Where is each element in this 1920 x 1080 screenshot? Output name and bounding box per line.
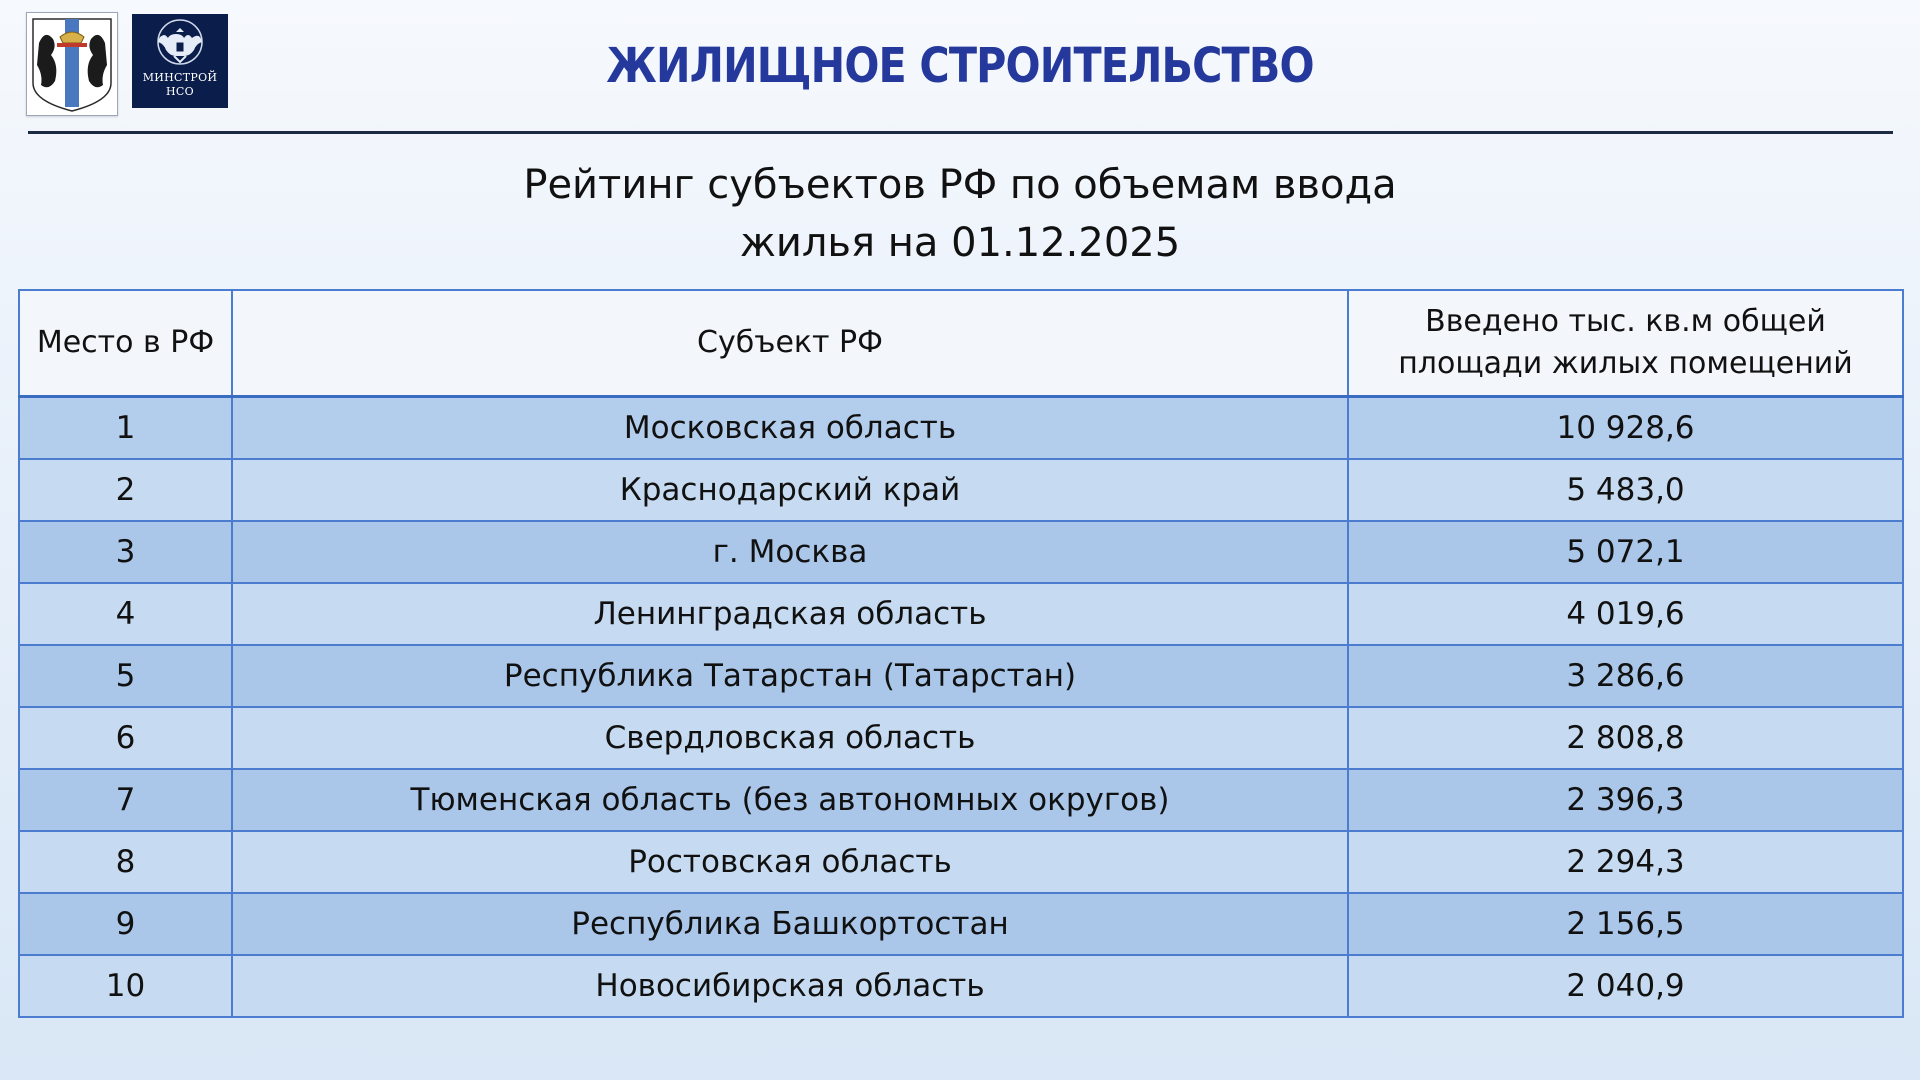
column-header-subject: Субъект РФ [232,290,1348,397]
table-row [19,397,1903,460]
table-title-line2: жилья на 01.12.2025 [739,220,1181,266]
row-subject: Ростовская область [232,831,1348,893]
rating-table [18,289,1904,1018]
table-row [19,645,1903,707]
table-row [19,459,1903,521]
row-place: 2 [19,459,232,521]
row-value: 10 928,6 [1348,397,1903,460]
row-subject: Краснодарский край [232,459,1348,521]
header-divider [28,131,1893,134]
table-row [19,955,1903,1017]
table-row [19,707,1903,769]
column-header-value: Введено тыс. кв.м общей площади жилых помещений [1348,290,1903,397]
row-subject: Республика Башкортостан [232,893,1348,955]
row-place: 1 [19,397,232,460]
row-value: 5 072,1 [1348,521,1903,583]
table-title-line1: Рейтинг субъектов РФ по объемам ввода [523,162,1397,208]
row-place: 9 [19,893,232,955]
row-value: 3 286,6 [1348,645,1903,707]
row-place: 5 [19,645,232,707]
table-row [19,769,1903,831]
column-header-place: Место в РФ [19,290,232,397]
row-place: 6 [19,707,232,769]
row-place: 7 [19,769,232,831]
row-place: 8 [19,831,232,893]
header [0,0,1920,140]
row-value: 2 808,8 [1348,707,1903,769]
row-subject: Свердловская область [232,707,1348,769]
row-subject: Ленинградская область [232,583,1348,645]
row-value: 2 294,3 [1348,831,1903,893]
table-header-row [19,290,1903,397]
ministry-logo-text-line2: НСО [166,85,194,98]
novosibirsk-coat-of-arms-icon [26,12,118,116]
table-row [19,831,1903,893]
ministry-logo-text-line1: МИНСТРОЙ [142,71,218,84]
row-value: 2 396,3 [1348,769,1903,831]
row-place: 10 [19,955,232,1017]
row-value: 5 483,0 [1348,459,1903,521]
table-row [19,521,1903,583]
row-subject: Новосибирская область [232,955,1348,1017]
row-value: 2 040,9 [1348,955,1903,1017]
row-subject: Республика Татарстан (Татарстан) [232,645,1348,707]
row-subject: Московская область [232,397,1348,460]
row-place: 3 [19,521,232,583]
table-row [19,893,1903,955]
row-subject: Тюменская область (без автономных округов) [232,769,1348,831]
row-value: 4 019,6 [1348,583,1903,645]
table-title [0,156,1920,272]
page-title: ЖИЛИЩНОЕ СТРОИТЕЛЬСТВО [606,38,1314,94]
table-row [19,583,1903,645]
row-subject: г. Москва [232,521,1348,583]
row-value: 2 156,5 [1348,893,1903,955]
row-place: 4 [19,583,232,645]
